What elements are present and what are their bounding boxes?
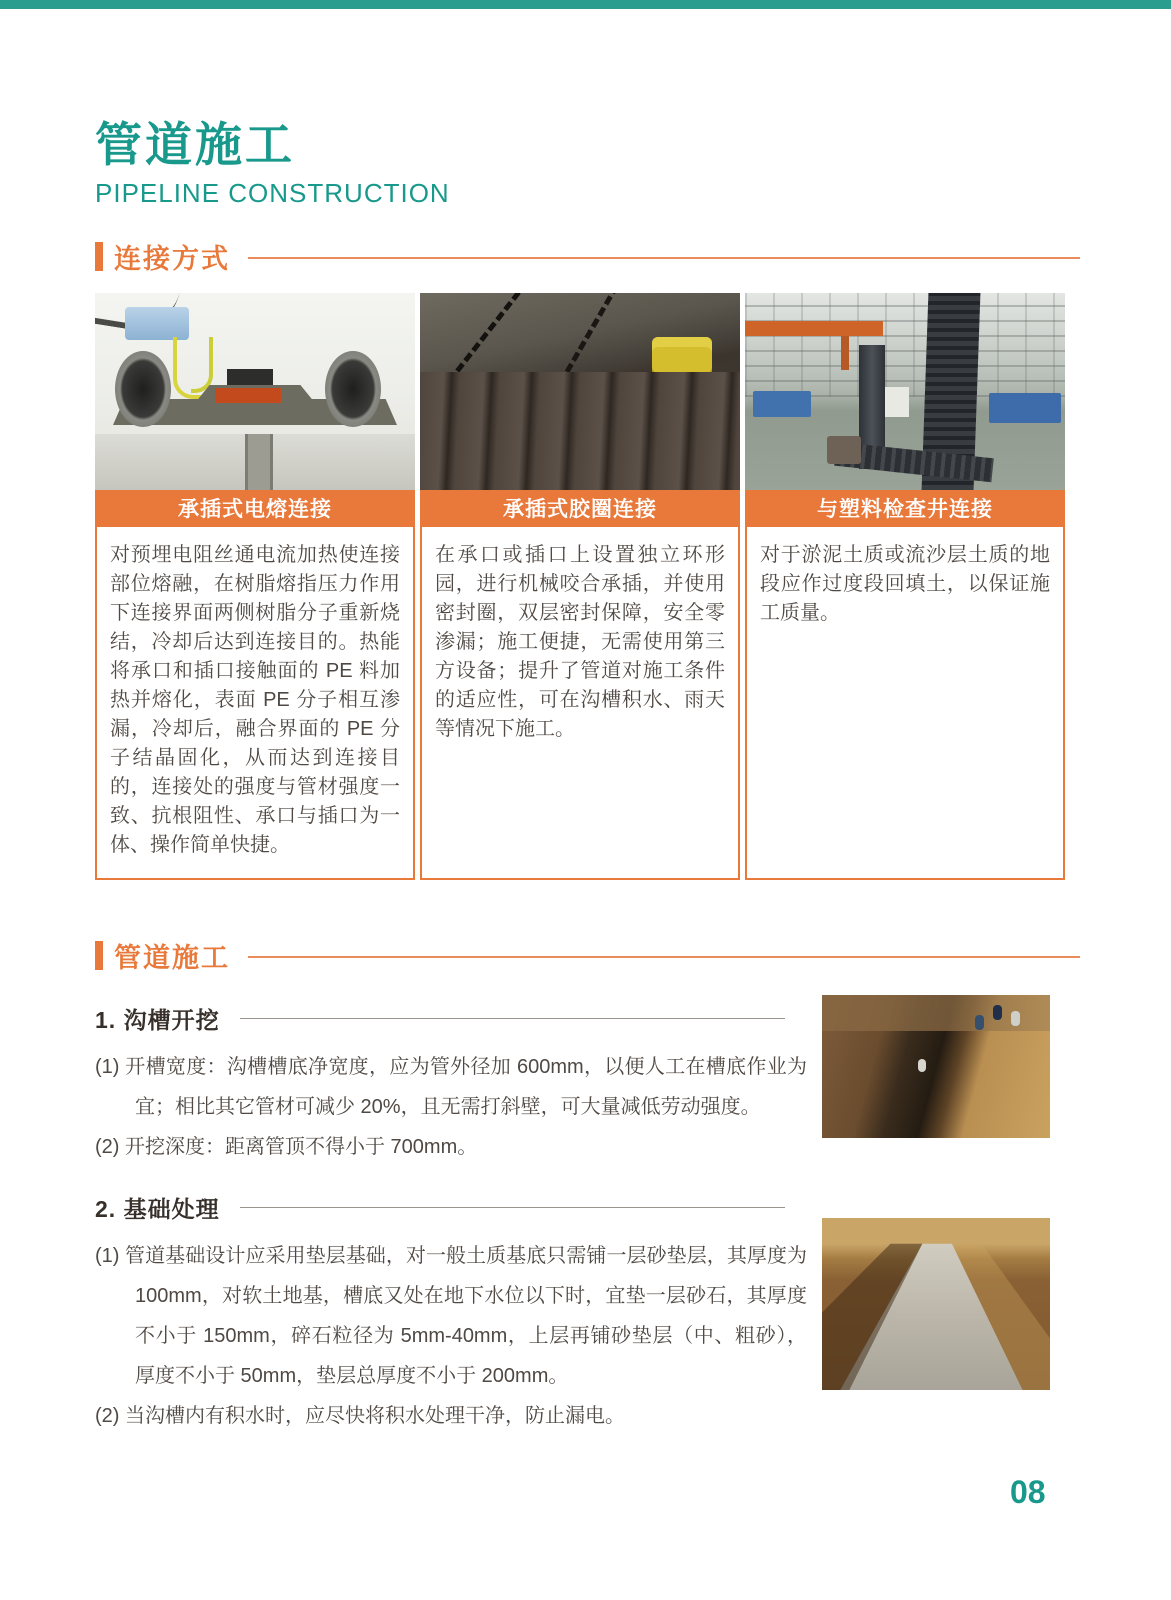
card-rubber-ring [420, 293, 740, 880]
rubber-ring-socket-image [420, 293, 740, 490]
machine-shape [989, 393, 1061, 423]
welder-device-shape [125, 307, 189, 340]
section-rule-line [248, 956, 1080, 958]
subsection-title-row [95, 1002, 785, 1035]
subsection-rule-line [240, 1207, 785, 1208]
trench-excavation-photo [822, 995, 1050, 1138]
worker-figure-shape [918, 1059, 926, 1072]
card-body-text: 对于淤泥土质或流沙层土质的地段应作过度段回填土，以保证施工质量。 [760, 544, 1050, 624]
section-marker-bar [95, 941, 103, 970]
electrofusion-joint-image [95, 293, 415, 490]
card-title: 与塑料检查井连接 [747, 492, 1063, 527]
subsection-title: 2. 基础处理 [95, 1196, 220, 1222]
page-number: 08 [1010, 1474, 1046, 1510]
subsection-foundation-treatment [95, 1191, 807, 1436]
section-construction-title: 管道施工 [114, 942, 230, 973]
worker-figure-shape [1011, 1011, 1020, 1026]
list-item: (1) 开槽宽度：沟槽槽底净宽度，应为管外径加 600mm，以便人工在槽底作业为宜；相比其它管材可减少 20%，且无需打斜壁，可大量减低劳动强度。 [95, 1056, 807, 1118]
terminal-cap-shape [227, 369, 273, 385]
machine-shape [753, 391, 811, 417]
heater-element-shape [215, 388, 281, 403]
beam-post-shape [841, 336, 849, 370]
subsection-title-row [95, 1191, 785, 1224]
top-accent-bar [0, 0, 1171, 9]
card-electrofusion [95, 293, 415, 880]
card-box [420, 490, 740, 880]
page-subtitle: PIPELINE CONSTRUCTION [95, 178, 450, 209]
card-title: 承插式胶圈连接 [422, 492, 738, 527]
card-title: 承插式电熔连接 [97, 492, 413, 527]
crane-beam-shape [745, 321, 883, 336]
list-item: (2) 当沟槽内有积水时，应尽快将积水处理干净，防止漏电。 [95, 1405, 625, 1427]
section-connection-title: 连接方式 [114, 243, 230, 274]
card-box [745, 490, 1065, 880]
pipe-end-shape [115, 351, 171, 427]
card-body-text: 在承口或插口上设置独立环形园，进行机械咬合承插，并使用密封圈，双层密封保障，安全零渗漏；施工便捷，无需使用第三方设备；提升了管道对施工条件的适应性，可在沟槽积水、雨天等情况下施工。 [435, 544, 725, 740]
corrugated-pipes-shape [420, 372, 740, 490]
roof-truss-shape [745, 293, 1065, 397]
wire-shape [191, 337, 213, 393]
page-header [95, 118, 450, 209]
pipe-coupling-shape [827, 436, 861, 464]
section-connection-header [95, 239, 1080, 273]
subsection-title: 1. 沟槽开挖 [95, 1007, 220, 1033]
wall-slot-shape [245, 434, 273, 490]
card-body-text: 对预埋电阻丝通电流加热使连接部位熔融，在树脂熔指压力作用下连接界面两侧树脂分子重新烧结，冷却后达到连接目的。热能将承口和插口接触面的 PE 料加热并熔化，表面 PE 分子相互渗漏，冷却后，融合界面的 PE 分子结晶固化，从而达到连接目的，连接处的强度与管材强度一致、抗根阻性、承口与插口为一体、操作简单快捷。 [110, 544, 400, 856]
section-marker-bar [95, 242, 103, 271]
list-item: (2) 开挖深度：距离管顶不得小于 700mm。 [95, 1136, 478, 1158]
card-inspection-well [745, 293, 1065, 880]
subsection-trench-excavation [95, 1002, 807, 1167]
worker-figure-shape [993, 1005, 1002, 1020]
worker-figure-shape [975, 1015, 984, 1030]
section-construction-header [95, 938, 1080, 972]
pipe-end-shape [325, 351, 381, 427]
subsection-rule-line [240, 1018, 785, 1019]
card-box [95, 490, 415, 880]
connection-cards-row [95, 293, 1065, 880]
section-rule-line [248, 257, 1080, 259]
inspection-well-factory-image [745, 293, 1065, 490]
pipe-bedding-photo [822, 1218, 1050, 1390]
section-construction [95, 938, 1080, 1436]
list-item: (1) 管道基础设计应采用垫层基础，对一般土质基底只需铺一层砂垫层，其厚度为 100mm，对软土地基，槽底又处在地下水位以下时，宜垫一层砂石，其厚度不小于 150mm，碎石粒径为 5mm-40mm，上层再铺砂垫层（中、粗砂），厚度不小于 50mm，垫层总厚度不小于 200mm。 [95, 1245, 807, 1387]
page-title: 管道施工 [95, 118, 295, 171]
